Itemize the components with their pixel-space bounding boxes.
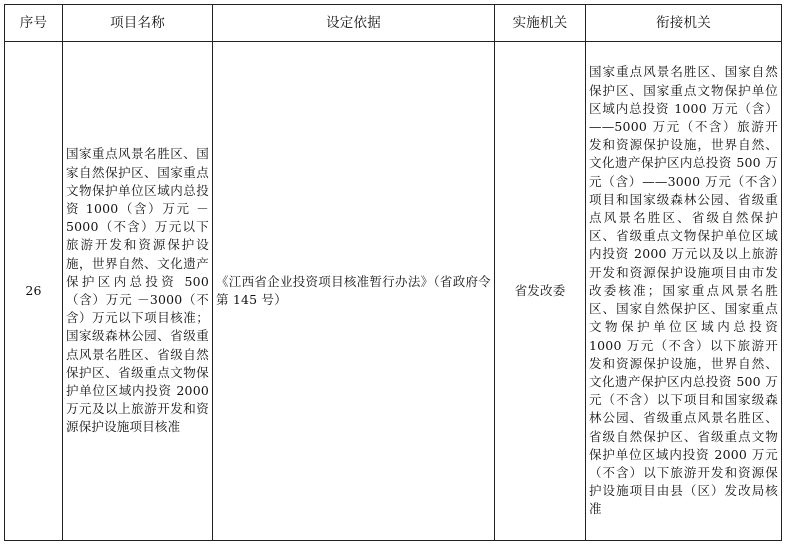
header-project-name: 项目名称 xyxy=(63,5,213,42)
cell-linked-org: 国家重点风景名胜区、国家自然保护区、国家重点文物保护单位区域内总投资 1000 万元（含）——5000 万元（不含）旅游开发和资源保护设施，世界自然、文化遗产保护区内总投资 500 万元（含）——3000 万元（不含）项目和国家级森林公园、省级重点风景名胜区、省级自然保护区、省级重点文物保护单位区域内投资 2000 万元以及以上旅游开发和资源保护设施项目由市发改委核准；国家重点风景名胜区、国家自然保护区、国家重点文物保护单位区域内总投资 1000 万元（不含）以下旅游开发和资源保护设施，世界自然、文化遗产保护区内总投资 500 万元（不含）以下项目和国家级森林公园、省级重点风景名胜区、省级自然保护区、省级重点文物保护单位区域内投资 2000 万元（不含）以下旅游开发和资源保护设施项目由县（区）发改局核准 xyxy=(586,42,782,541)
cell-basis: 《江西省企业投资项目核准暂行办法》（省政府令第 145 号） xyxy=(213,42,495,541)
cell-implementing-org: 省发改委 xyxy=(495,42,586,541)
header-linked-org: 衔接机关 xyxy=(586,5,782,42)
header-implementing-org: 实施机关 xyxy=(495,5,586,42)
header-no: 序号 xyxy=(5,5,63,42)
header-row xyxy=(5,5,782,42)
header-basis: 设定依据 xyxy=(213,5,495,42)
cell-project-name: 国家重点风景名胜区、国家自然保护区、国家重点文物保护单位区域内总投资 1000（含）万元 －5000（不含）万元以下旅游开发和资源保护设施，世界自然、文化遗产保护区内总投资 500（含）万元 －3000（不含）万元以下项目核准；国家级森林公园、省级重点风景名胜区、省级自然保护区、省级重点文物保护单位区域内投资 2000 万元及以上旅游开发和资源保护设施项目核准 xyxy=(63,42,213,541)
cell-no: 26 xyxy=(5,42,63,541)
table-row xyxy=(5,42,782,541)
approval-table xyxy=(4,4,782,541)
